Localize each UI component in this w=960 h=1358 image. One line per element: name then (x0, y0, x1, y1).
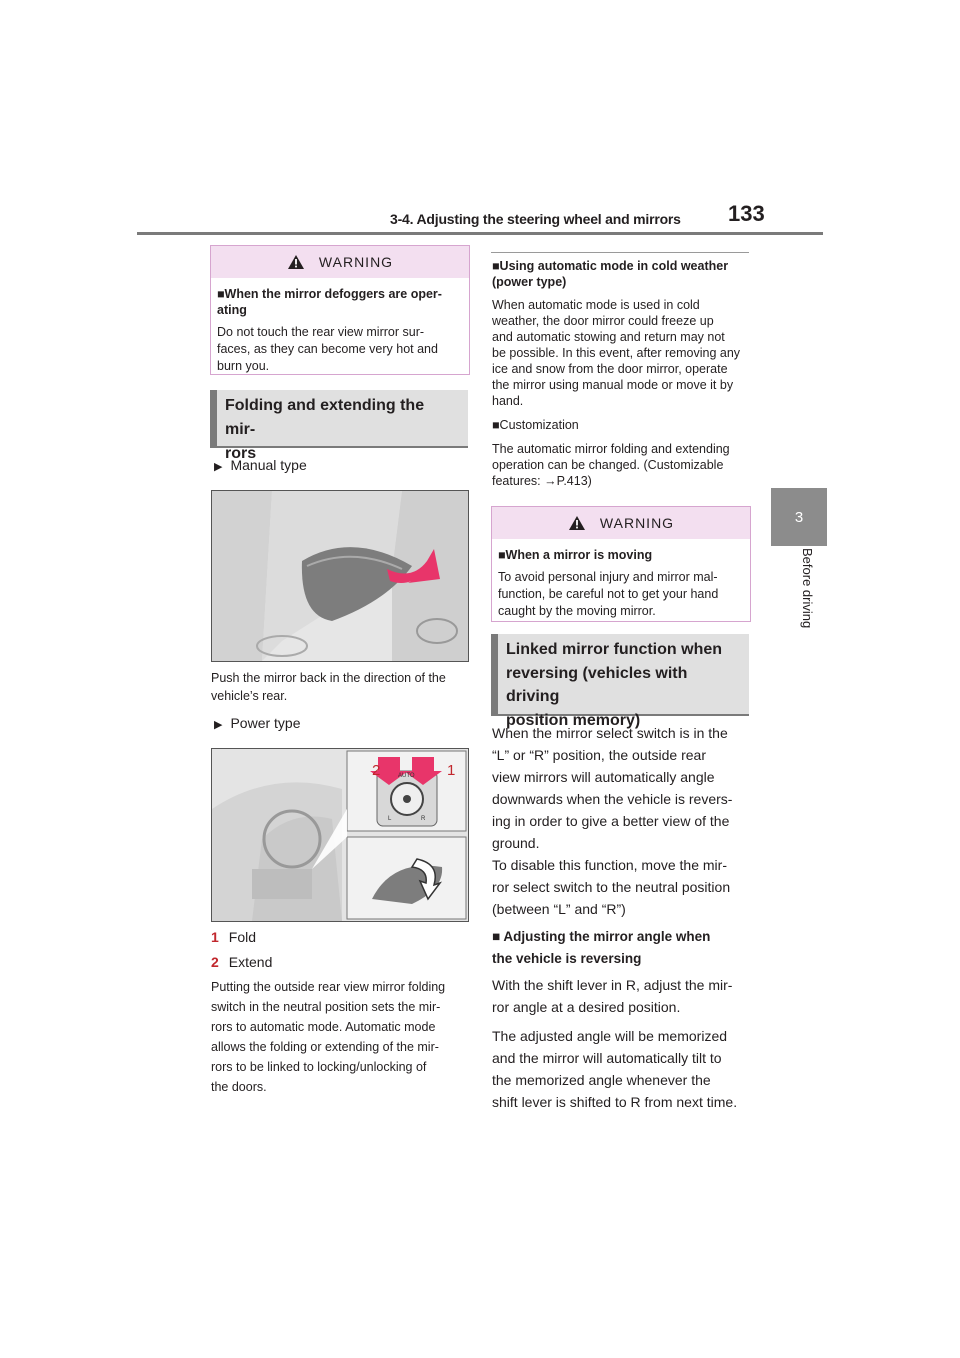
customization-body: The automatic mirror folding and extending operation can be changed. (Customizable features: →P.413) (492, 442, 730, 488)
section-title: 3-4. Adjusting the steering wheel and mirrors (390, 211, 681, 227)
step-number: 2 (211, 954, 219, 970)
chapter-name: Before driving (800, 548, 815, 629)
warning-box-defogger (210, 245, 470, 375)
chapter-tab (771, 488, 827, 546)
warning-title: WARNING (318, 254, 394, 270)
section-heading-linked-mirror: Linked mirror function when reversing (vehicles with driving position memory) (491, 634, 749, 716)
power-type-description: Putting the outside rear view mirror folding switch in the neutral position sets the mir- rors to automatic mode. Automatic mode allows the folding or extending of the mir- rors to be linked to locking/unlocking of the doors. (211, 980, 446, 1094)
warning-icon (287, 254, 305, 270)
manual-caption: Push the mirror back in the direction of the vehicle’s rear. (211, 671, 446, 703)
adjust-angle-heading: ■ Adjusting the mirror angle when the vehicle is reversing (492, 929, 711, 966)
step-fold: 1 Fold (211, 929, 257, 945)
warning-icon (568, 515, 586, 531)
warning-header (492, 507, 750, 539)
manual-mirror-illustration (211, 490, 469, 662)
power-type-label: ▶ Power type (214, 715, 301, 731)
cold-weather-body: When automatic mode is used in cold weather, the door mirror could freeze up and automatic stowing and return may not be possible. In this event, after removing any ice and snow from the door mirror, operate the mirror using manual mode or move it by hand. (492, 298, 741, 408)
column-rule (491, 252, 749, 253)
adjust-angle-para2: The adjusted angle will be memorized and the mirror will automatically tilt to the memorized angle whenever the shift lever is shifted to R from next time. (492, 1028, 738, 1110)
switch-r-label: R (421, 816, 426, 822)
switch-auto-label: AUTO (398, 773, 415, 779)
warning-box-moving-mirror (491, 506, 751, 622)
power-switch-illustration (211, 748, 469, 922)
switch-l-label: L (388, 816, 392, 822)
page-number: 133 (728, 201, 765, 226)
step-number: 1 (211, 929, 219, 945)
header-rule (137, 232, 823, 235)
callout-1: 1 (447, 762, 456, 779)
bullet-arrow-icon: ▶ (214, 461, 223, 473)
bullet-arrow-icon: ▶ (214, 719, 223, 731)
warning-text: To avoid personal injury and mirror mal- function, be careful not to get your hand caught by the moving mirror. (498, 570, 719, 618)
manual-type-label: ▶ Manual type (214, 457, 307, 473)
cold-weather-heading: ■Using automatic mode in cold weather (power type) (492, 259, 729, 289)
step-extend: 2 Extend (211, 954, 273, 970)
customization-heading: ■Customization (492, 418, 579, 432)
warning-header (211, 246, 469, 278)
linked-mirror-intro: When the mirror select switch is in the “L” or “R” position, the outside rear view mirrors will automatically angle downwards when the vehicle is revers- ing in order to give a better view of the ground. To disable this function, move the mir- ror select switch to the neutral position (between “L” and “R”) (492, 725, 733, 917)
warning-title: WARNING (599, 515, 675, 531)
warning-subheading: ■When a mirror is moving (498, 548, 653, 562)
section-heading-folding: Folding and extending the mir- rors (210, 390, 468, 448)
warning-text: Do not touch the rear view mirror sur- faces, as they can become very hot and burn you. (217, 325, 438, 373)
callout-2: 2 (372, 762, 381, 779)
adjust-angle-para1: With the shift lever in R, adjust the mir- ror angle at a desired position. (492, 977, 733, 1015)
chapter-number: 3 (794, 508, 804, 526)
warning-subheading: ■When the mirror defoggers are oper- ating (217, 287, 442, 317)
